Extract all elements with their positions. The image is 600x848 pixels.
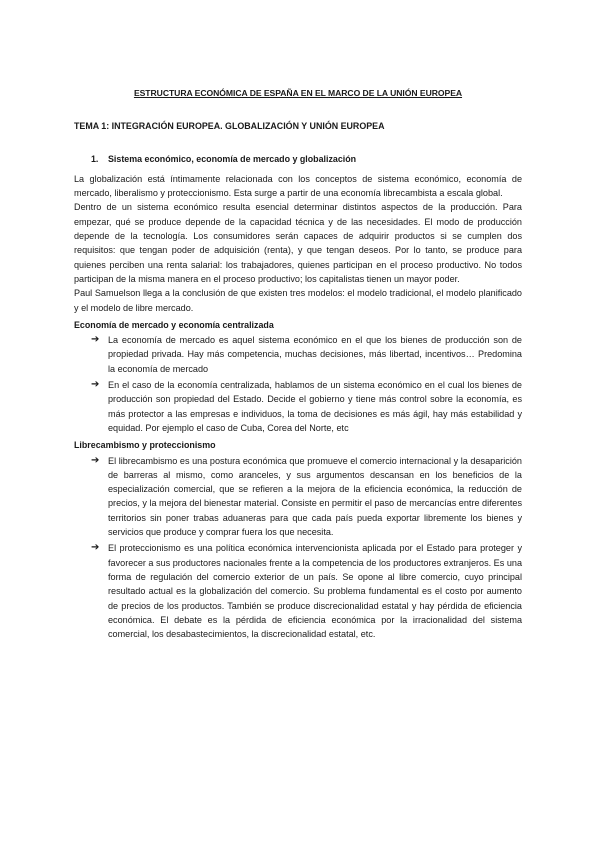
list-item [91, 333, 522, 376]
list-item-text: En el caso de la economía centralizada, hablamos de un sistema económico en el cual los bienes de producción son propiedad del Estado. Decide el gobierno y tiene más control sobre la economía, es más protector a las empresas e individuos, la toma de decisiones es más ágil, hay más estabilidad y equidad. Por ejemplo el caso de Cuba, Corea del Norte, etc [108, 380, 522, 433]
subheading-mercado-centralizada: Economía de mercado y economía centralizada [74, 319, 274, 330]
document-title: ESTRUCTURA ECONÓMICA DE ESPAÑA EN EL MARCO DE LA UNIÓN EUROPEA [133, 88, 463, 98]
list-item-text: El librecambismo es una postura económica que promueve el comercio internacional y la desaparición de barreras al mismo, como aranceles, y sus argumentos descansan en los beneficios de la especialización comercial, que se refieren a la mejora de la eficiencia económica, la reducción de precios, y la mejora del bienestar material. Consiste en permitir el paso de mercancías entre diferentes territorios sin poner trabas aduaneras para que cada país pueda exportar libremente los bienes y servicios que produce y comprar fuera los que necesita. [108, 455, 522, 538]
arrow-right-icon: ➔ [91, 542, 100, 554]
paragraph-sistema-economico: Dentro de un sistema económico resulta esencial determinar distintos aspectos de la producción. Para empezar, qué se produce depende de la capacidad técnica y de las necesidades. El modo de producción depende de la tecnología. Los consumidores serán capaces de adquirir productos si se cumplen dos requisitos: que tengan poder de adquisición (renta), y que tengan deseos. Por lo tanto, se produce para quienes perciben una renta salarial: los trabajadores, quienes participan en el proceso productivo. No todos participan de la misma manera en el proceso productivo; los capitalistas tienen un mayor poder. [74, 202, 522, 284]
list-item [91, 541, 522, 641]
bullet-list-librecambismo [74, 454, 522, 642]
tema-heading: TEMA 1: INTEGRACIÓN EUROPEA. GLOBALIZACIÓN Y UNIÓN EUROPEA [74, 121, 385, 132]
section-title: Sistema económico, economía de mercado y globalización [108, 153, 357, 164]
paragraph-globalizacion: La globalización está íntimamente relacionada con los conceptos de sistema económico, economía de mercado, liberalismo y proteccionismo. Esta surge a partir de una economía librecambista a escala global. [74, 173, 522, 199]
bullet-list-mercado [74, 333, 522, 435]
arrow-right-icon: ➔ [91, 334, 100, 346]
section-heading [91, 152, 522, 166]
paragraph-samuelson: Paul Samuelson llega a la conclusión de que existen tres modelos: el modelo tradicional, el modelo planificado y el modelo de libre mercado. [74, 288, 522, 313]
list-item-text: La economía de mercado es aquel sistema económico en el que los bienes de producción son de propiedad privada. Hay más competencia, muchas decisiones, más libertad, incentivos… Predomina la economía de mercado [108, 335, 522, 374]
section-number: 1. [91, 153, 99, 164]
list-item [91, 378, 522, 435]
arrow-right-icon: ➔ [91, 454, 100, 466]
arrow-right-icon: ➔ [91, 379, 100, 391]
subheading-librecambismo: Librecambismo y proteccionismo [74, 440, 216, 451]
list-item-text: El proteccionismo es una política económica intervencionista aplicada por el Estado para proteger y favorecer a sus productores nacionales frente a la competencia de los productores extranjeros. Es una forma de regulación del comercio exterior de un país. Se opone al libre comercio, cuyo principal resultado actual es la globalización del comercio. Su problema fundamental es el costo por aumento de precios de los productos. También se produce discrecionalidad estatal y hay pérdida de eficiencia económica. El debate es la pérdida de eficiencia económica por la irracionalidad del sistema comercial, los desabastecimientos, la discrecionalidad estatal, etc. [108, 543, 522, 640]
list-item [91, 454, 522, 540]
